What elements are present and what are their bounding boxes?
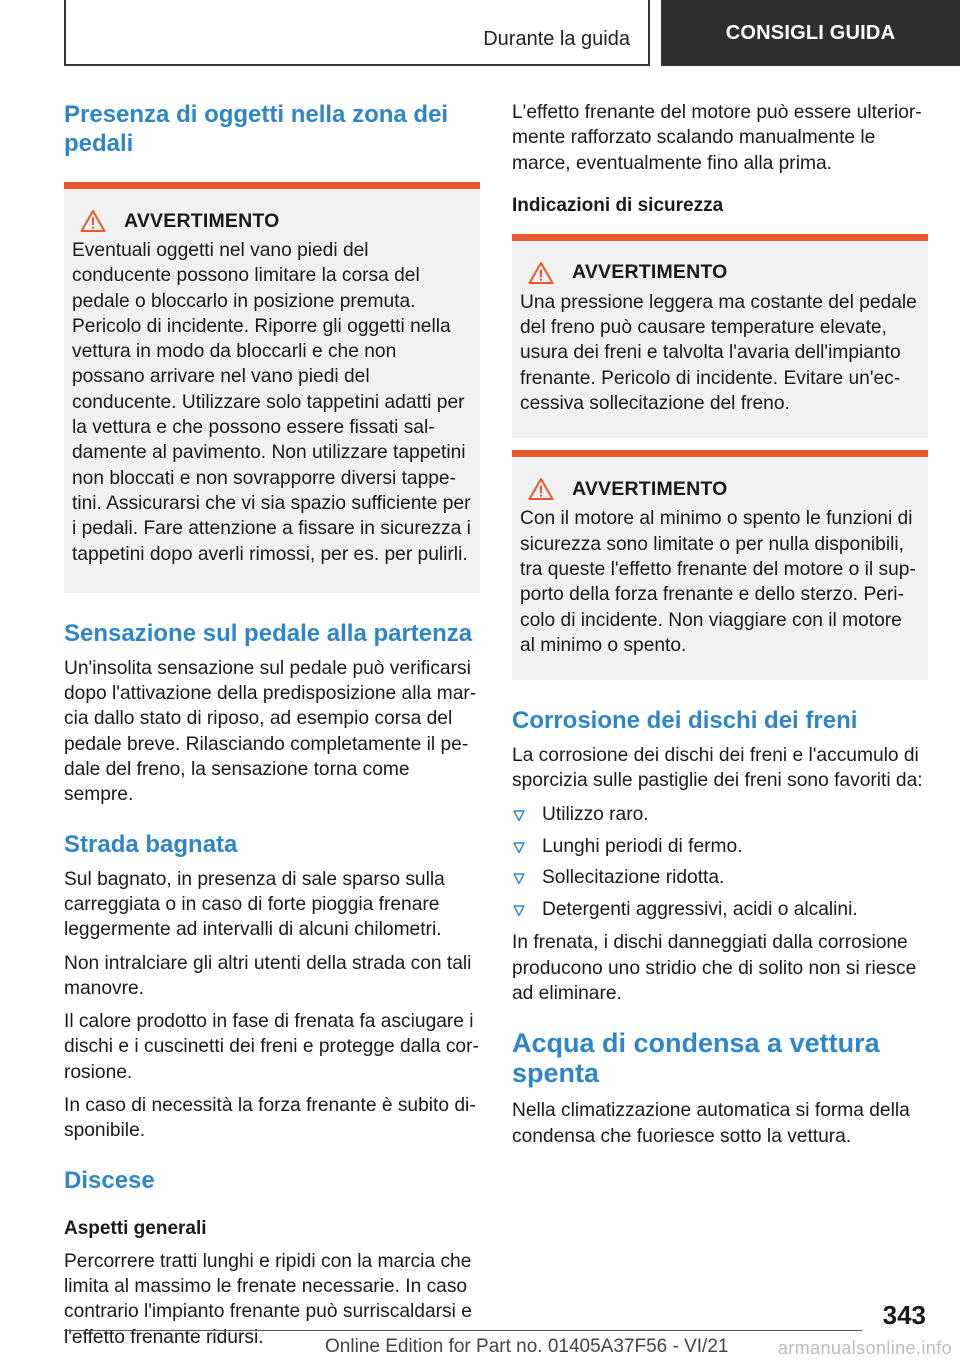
warning-box-pedals — [64, 182, 480, 593]
bullet-list — [512, 802, 928, 923]
paragraph: Percorrere tratti lunghi e ripidi con la marcia che limita al massimo le frenate necessarie. In caso contrario l'impianto frenante può surriscaldarsi e l'effetto frenante ridursi. — [64, 1250, 472, 1348]
warning-text: Eventuali oggetti nel vano piedi del conducente possono limitare la corsa del pedale o bloccarlo in posizione premuta. Pericolo di incidente. Riporre gli oggetti nella vettura in modo da bloccarli e che non possano arrivare nel vano piedi del conducente. Utilizzare solo tappetini adatti per la vettura e che possono essere fissati saldamente al pavimento. Non utilizzare tappetini non bloccati e non sovrapporre diversi tappetini. Assicurarsi che vi sia spazio sufficiente per i pedali. Fare attenzione a fissare in sicurezza i tappetini dopo averli rimossi, per es. per pulirli. — [72, 240, 471, 565]
list-item — [512, 865, 928, 890]
section-title-condensation: Acqua di condensa a vettura spenta — [512, 1028, 880, 1089]
section-title-pedal-feel: Sensazione sul pedale alla partenza — [64, 619, 473, 647]
subsection-title-safety: Indicazioni di sicurezza — [512, 194, 724, 216]
header-frame — [64, 0, 650, 66]
subsection-title: Aspetti generali — [64, 1217, 207, 1239]
triangle-bullet-icon — [513, 842, 525, 854]
section-title-brake-corrosion: Corrosione dei dischi dei freni — [512, 707, 858, 735]
header-section-title: Durante la guida — [483, 28, 630, 50]
list-item — [512, 897, 928, 922]
list-item-text: Sollecitazione ridotta. — [542, 867, 725, 889]
paragraph: In frenata, i dischi danneggiati dalla corrosione producono uno stridio che di solito non si riesce ad eliminare. — [512, 932, 917, 1005]
paragraph: Non intralciare gli altri utenti della strada con tali manovre. — [64, 952, 472, 999]
warning-triangle-icon — [528, 477, 554, 501]
paragraph: Sul bagnato, in presenza di sale sparso sulla carreggiata o in caso di forte pioggia frenare leggermente ad intervalli di alcuni chilometri. — [64, 868, 445, 941]
list-item — [512, 834, 928, 859]
triangle-bullet-icon — [513, 873, 525, 885]
warning-text: Con il motore al minimo o spento le funzioni di sicurezza sono limitate o per nulla disponibili, tra queste l'effetto frenante del motore o il supporto della forza frenante e dello sterzo. Pericolo di incidente. Non viaggiare con il motore al minimo o spento. — [520, 508, 916, 656]
warning-text: Una pressione leggera ma costante del pedale del freno può causare temperature elevate, usura dei freni e talvolta l'avaria dell'impianto frenante. Pericolo di incidente. Evitare un'eccessiva sollecitazione del freno. — [520, 291, 917, 415]
section-title-wet-road: Strada bagnata — [64, 830, 238, 858]
warning-header — [72, 209, 472, 233]
right-column — [512, 100, 928, 1157]
header-chapter-tab: CONSIGLI GUIDA — [661, 0, 960, 66]
page-number: 343 — [882, 1300, 926, 1330]
list-item-text: Utilizzo raro. — [542, 803, 649, 825]
triangle-bullet-icon — [513, 905, 525, 917]
warning-box-engine-idle — [512, 450, 928, 680]
footer-watermark: armanualsonline.info — [777, 1338, 952, 1358]
section-title-descents: Discese — [64, 1166, 155, 1194]
warning-title: AVVERTIMENTO — [572, 477, 728, 500]
section-title-pedal-objects: Presenza di oggetti nella zona dei pedali — [64, 101, 449, 157]
warning-triangle-icon — [528, 261, 554, 285]
paragraph: L'effetto frenante del motore può essere ulteriormente rafforzato scalando manualmente le marce, eventualmente fino alla prima. — [512, 102, 922, 174]
list-item-text: Lunghi periodi di fermo. — [542, 835, 743, 857]
footer-edition: Online Edition for Part no. 01405A37F56 - VI/21 — [325, 1336, 729, 1357]
paragraph: La corrosione dei dischi dei freni e l'accumulo di sporcizia sulle pastiglie dei freni sono favoriti da: — [512, 745, 923, 792]
warning-title: AVVERTIMENTO — [124, 209, 280, 232]
warning-box-brake-pressure — [512, 234, 928, 438]
list-item — [512, 802, 928, 827]
warning-header — [520, 477, 920, 501]
paragraph: Un'insolita sensazione sul pedale può verificarsi dopo l'attivazione della predisposizione alla marcia dallo stato di riposo, ad esempio corsa del pedale breve. Rilasciando completamente il pedale del freno, la sensazione torna come sempre. — [64, 657, 477, 806]
warning-triangle-icon — [80, 209, 106, 233]
footer-divider — [64, 1330, 862, 1331]
paragraph: Nella climatizzazione automatica si forma della condensa che fuoriesce sotto la vettura. — [512, 1100, 910, 1147]
warning-header — [520, 261, 920, 285]
paragraph: In caso di necessità la forza frenante è subito disponibile. — [64, 1095, 476, 1142]
paragraph: Il calore prodotto in fase di frenata fa asciugare i dischi e i cuscinetti dei freni e protegge dalla corrosione. — [64, 1011, 479, 1083]
left-column — [64, 100, 480, 1358]
triangle-bullet-icon — [513, 810, 525, 822]
list-item-text: Detergenti aggressivi, acidi o alcalini. — [542, 899, 858, 921]
warning-title: AVVERTIMENTO — [572, 261, 728, 284]
